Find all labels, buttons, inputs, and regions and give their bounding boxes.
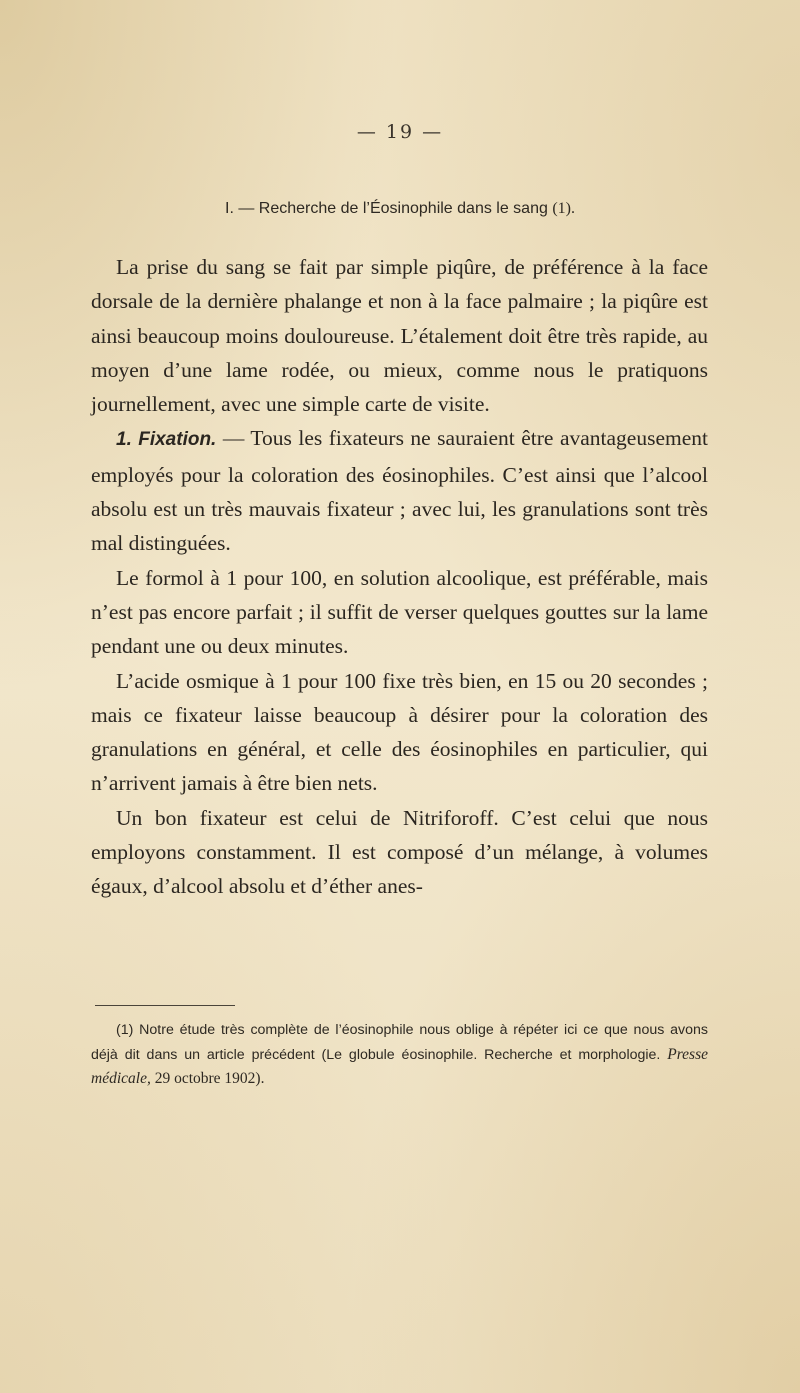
paragraph-fixation xyxy=(91,421,708,560)
section-title xyxy=(0,200,800,218)
paragraph-text: — Tous les fixateurs ne sauraient être avantageusement employés pour la coloration des éosinophiles. C’est ainsi que l’alcool absolu est un très mauvais fixateur ; avec lui, les granulations sont très mal distinguées. xyxy=(91,426,708,556)
paragraph-text: La prise du sang se fait par simple piqûre, de préférence à la face dorsale de la dernière phalange et non à la face palmaire ; la piqûre est ainsi beaucoup moins douloureuse. L’étalement doit être très rapide, au moyen d’une lame rodée, ou mieux, comme nous le pratiquons journellement, avec une simple carte de visite. xyxy=(91,255,708,417)
body-text xyxy=(91,250,708,904)
footnote xyxy=(91,1018,708,1092)
paragraph-text: Le formol à 1 pour 100, en solution alcoolique, est préférable, mais n’est pas encore parfait ; il suffit de verser quelques gouttes sur la lame pendant une ou deux minutes. xyxy=(91,565,708,659)
paragraph-blood-sampling xyxy=(91,250,708,421)
footnote-text: (1) Notre étude très complète de l’éosinophile nous oblige à répéter ici ce que nous avons déjà dit dans un article précédent (Le globule éosinophile. Recherche et morphologie. xyxy=(91,1022,708,1063)
paragraph-formol xyxy=(91,561,708,664)
paragraph-text: Un bon fixateur est celui de Nitriforoff. C’est celui que nous employons constamment. Il est composé d’un mélange, à volumes égaux, d’alcool absolu et d’éther anes- xyxy=(91,805,708,899)
footnote-divider xyxy=(95,1005,235,1006)
paragraph-text: L’acide osmique à 1 pour 100 fixe très bien, en 15 ou 20 secondes ; mais ce fixateur laisse beaucoup à désirer pour la coloration des granulations en général, et celle des éosinophiles en particulier, qui n’arrivent jamais à être bien nets. xyxy=(91,668,708,796)
footnote-reference: (1). xyxy=(552,200,575,217)
paragraph-nitriforoff xyxy=(91,801,708,904)
subsection-label: 1. Fixation. xyxy=(116,429,217,451)
paragraph-osmic-acid xyxy=(91,664,708,801)
footnote-paragraph xyxy=(91,1018,708,1092)
footnote-date: 29 octobre 1902). xyxy=(150,1070,265,1087)
page-number: — 19 — xyxy=(356,121,444,143)
footnote-journal: Presse médicale, xyxy=(91,1045,708,1087)
section-title-text: I. — Recherche de l’Éosinophile dans le sang xyxy=(225,200,548,217)
